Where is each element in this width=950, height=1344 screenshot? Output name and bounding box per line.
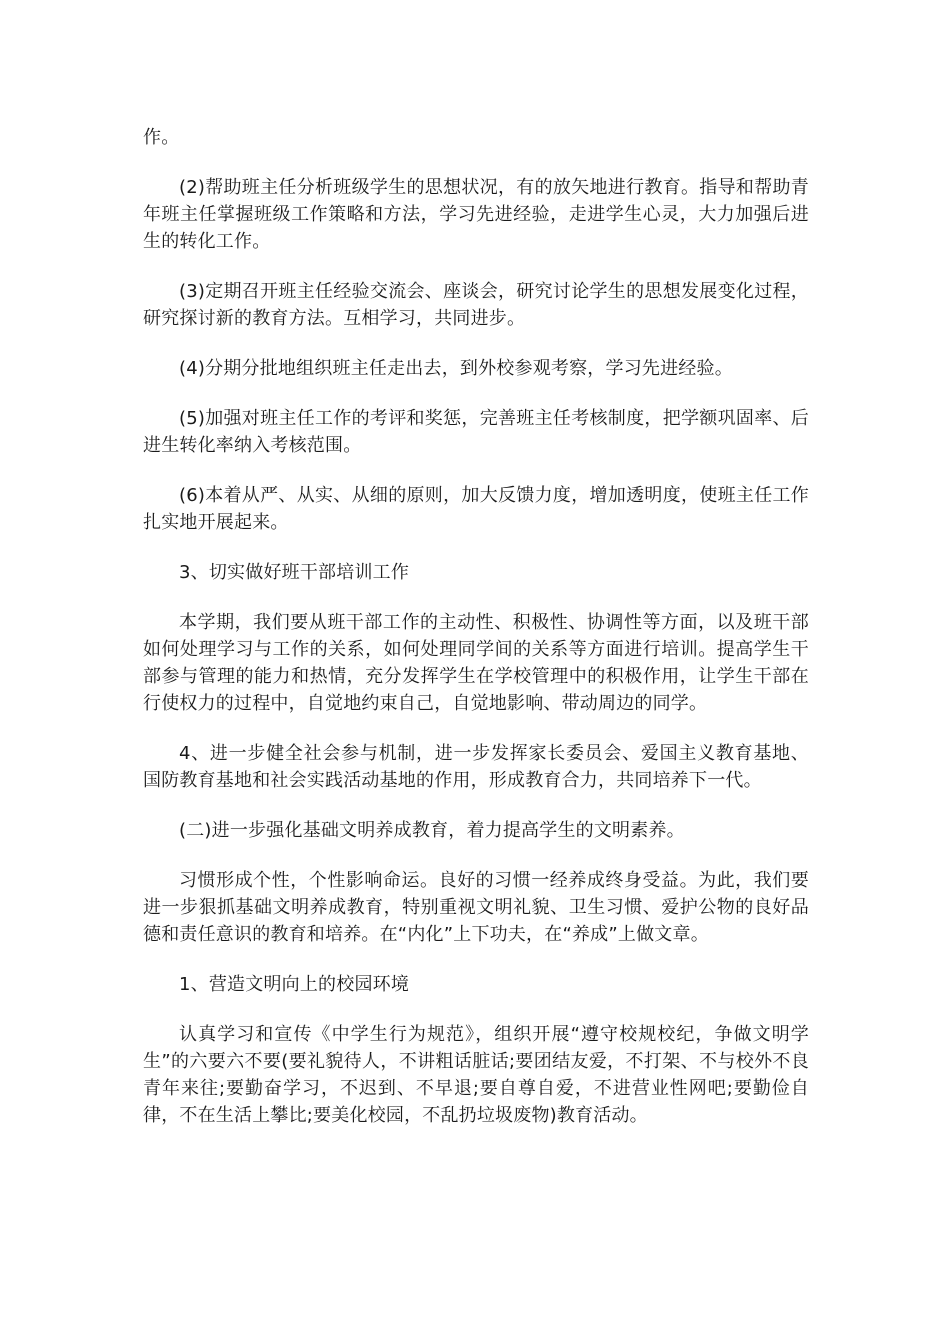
paragraph-item-3: (3)定期召开班主任经验交流会、座谈会，研究讨论学生的思想发展变化过程，研究探讨新的教育方法。互相学习，共同进步。	[143, 281, 809, 329]
paragraph-item-2: (2)帮助班主任分析班级学生的思想状况，有的放矢地进行教育。指导和帮助青年班主任掌握班级工作策略和方法，学习先进经验，走进学生心灵，大力加强后进生的转化工作。	[143, 177, 809, 252]
section-heading-3: 3、切实做好班干部培训工作	[179, 562, 410, 583]
document-body	[143, 124, 809, 1152]
paragraph-item-5: (5)加强对班主任工作的考评和奖惩，完善班主任考核制度，把学额巩固率、后进生转化率纳入考核范围。	[143, 408, 809, 456]
paragraph-item-6: (6)本着从严、从实、从细的原则，加大反馈力度，增加透明度，使班主任工作扎实地开展起来。	[143, 485, 809, 533]
paragraph-code-of-conduct: 认真学习和宣传《中学生行为规范》，组织开展“遵守校规校纪，争做文明学生”的六要六不要(要礼貌待人，不讲粗话脏话;要团结友爱，不打架、不与校外不良青年来往;要勤奋学习，不迟到、不早退;要自尊自爱，不进营业性网吧;要勤俭自律，不在生活上攀比;要美化校园，不乱扔垃圾废物)教育活动。	[143, 1024, 809, 1126]
paragraph-continuation: 作。	[143, 127, 180, 148]
paragraph-cadre-training: 本学期，我们要从班干部工作的主动性、积极性、协调性等方面，以及班干部如何处理学习与工作的关系，如何处理同学间的关系等方面进行培训。提高学生干部参与管理的能力和热情，充分发挥学生在学校管理中的积极作用，让学生干部在行使权力的过程中，自觉地约束自己，自觉地影响、带动周边的同学。	[143, 612, 809, 714]
section-heading-1: 1、营造文明向上的校园环境	[179, 974, 410, 995]
section-heading-4: 4、进一步健全社会参与机制，进一步发挥家长委员会、爱国主义教育基地、国防教育基地和社会实践活动基地的作用，形成教育合力，共同培养下一代。	[143, 743, 809, 791]
paragraph-habits: 习惯形成个性，个性影响命运。良好的习惯一经养成终身受益。为此，我们要进一步狠抓基础文明养成教育，特别重视文明礼貌、卫生习惯、爱护公物的良好品德和责任意识的教育和培养。在“内化”上下功夫，在“养成”上做文章。	[143, 870, 809, 945]
paragraph-item-4: (4)分期分批地组织班主任走出去，到外校参观考察，学习先进经验。	[179, 358, 733, 379]
section-heading-two: (二)进一步强化基础文明养成教育，着力提高学生的文明素养。	[179, 820, 685, 841]
